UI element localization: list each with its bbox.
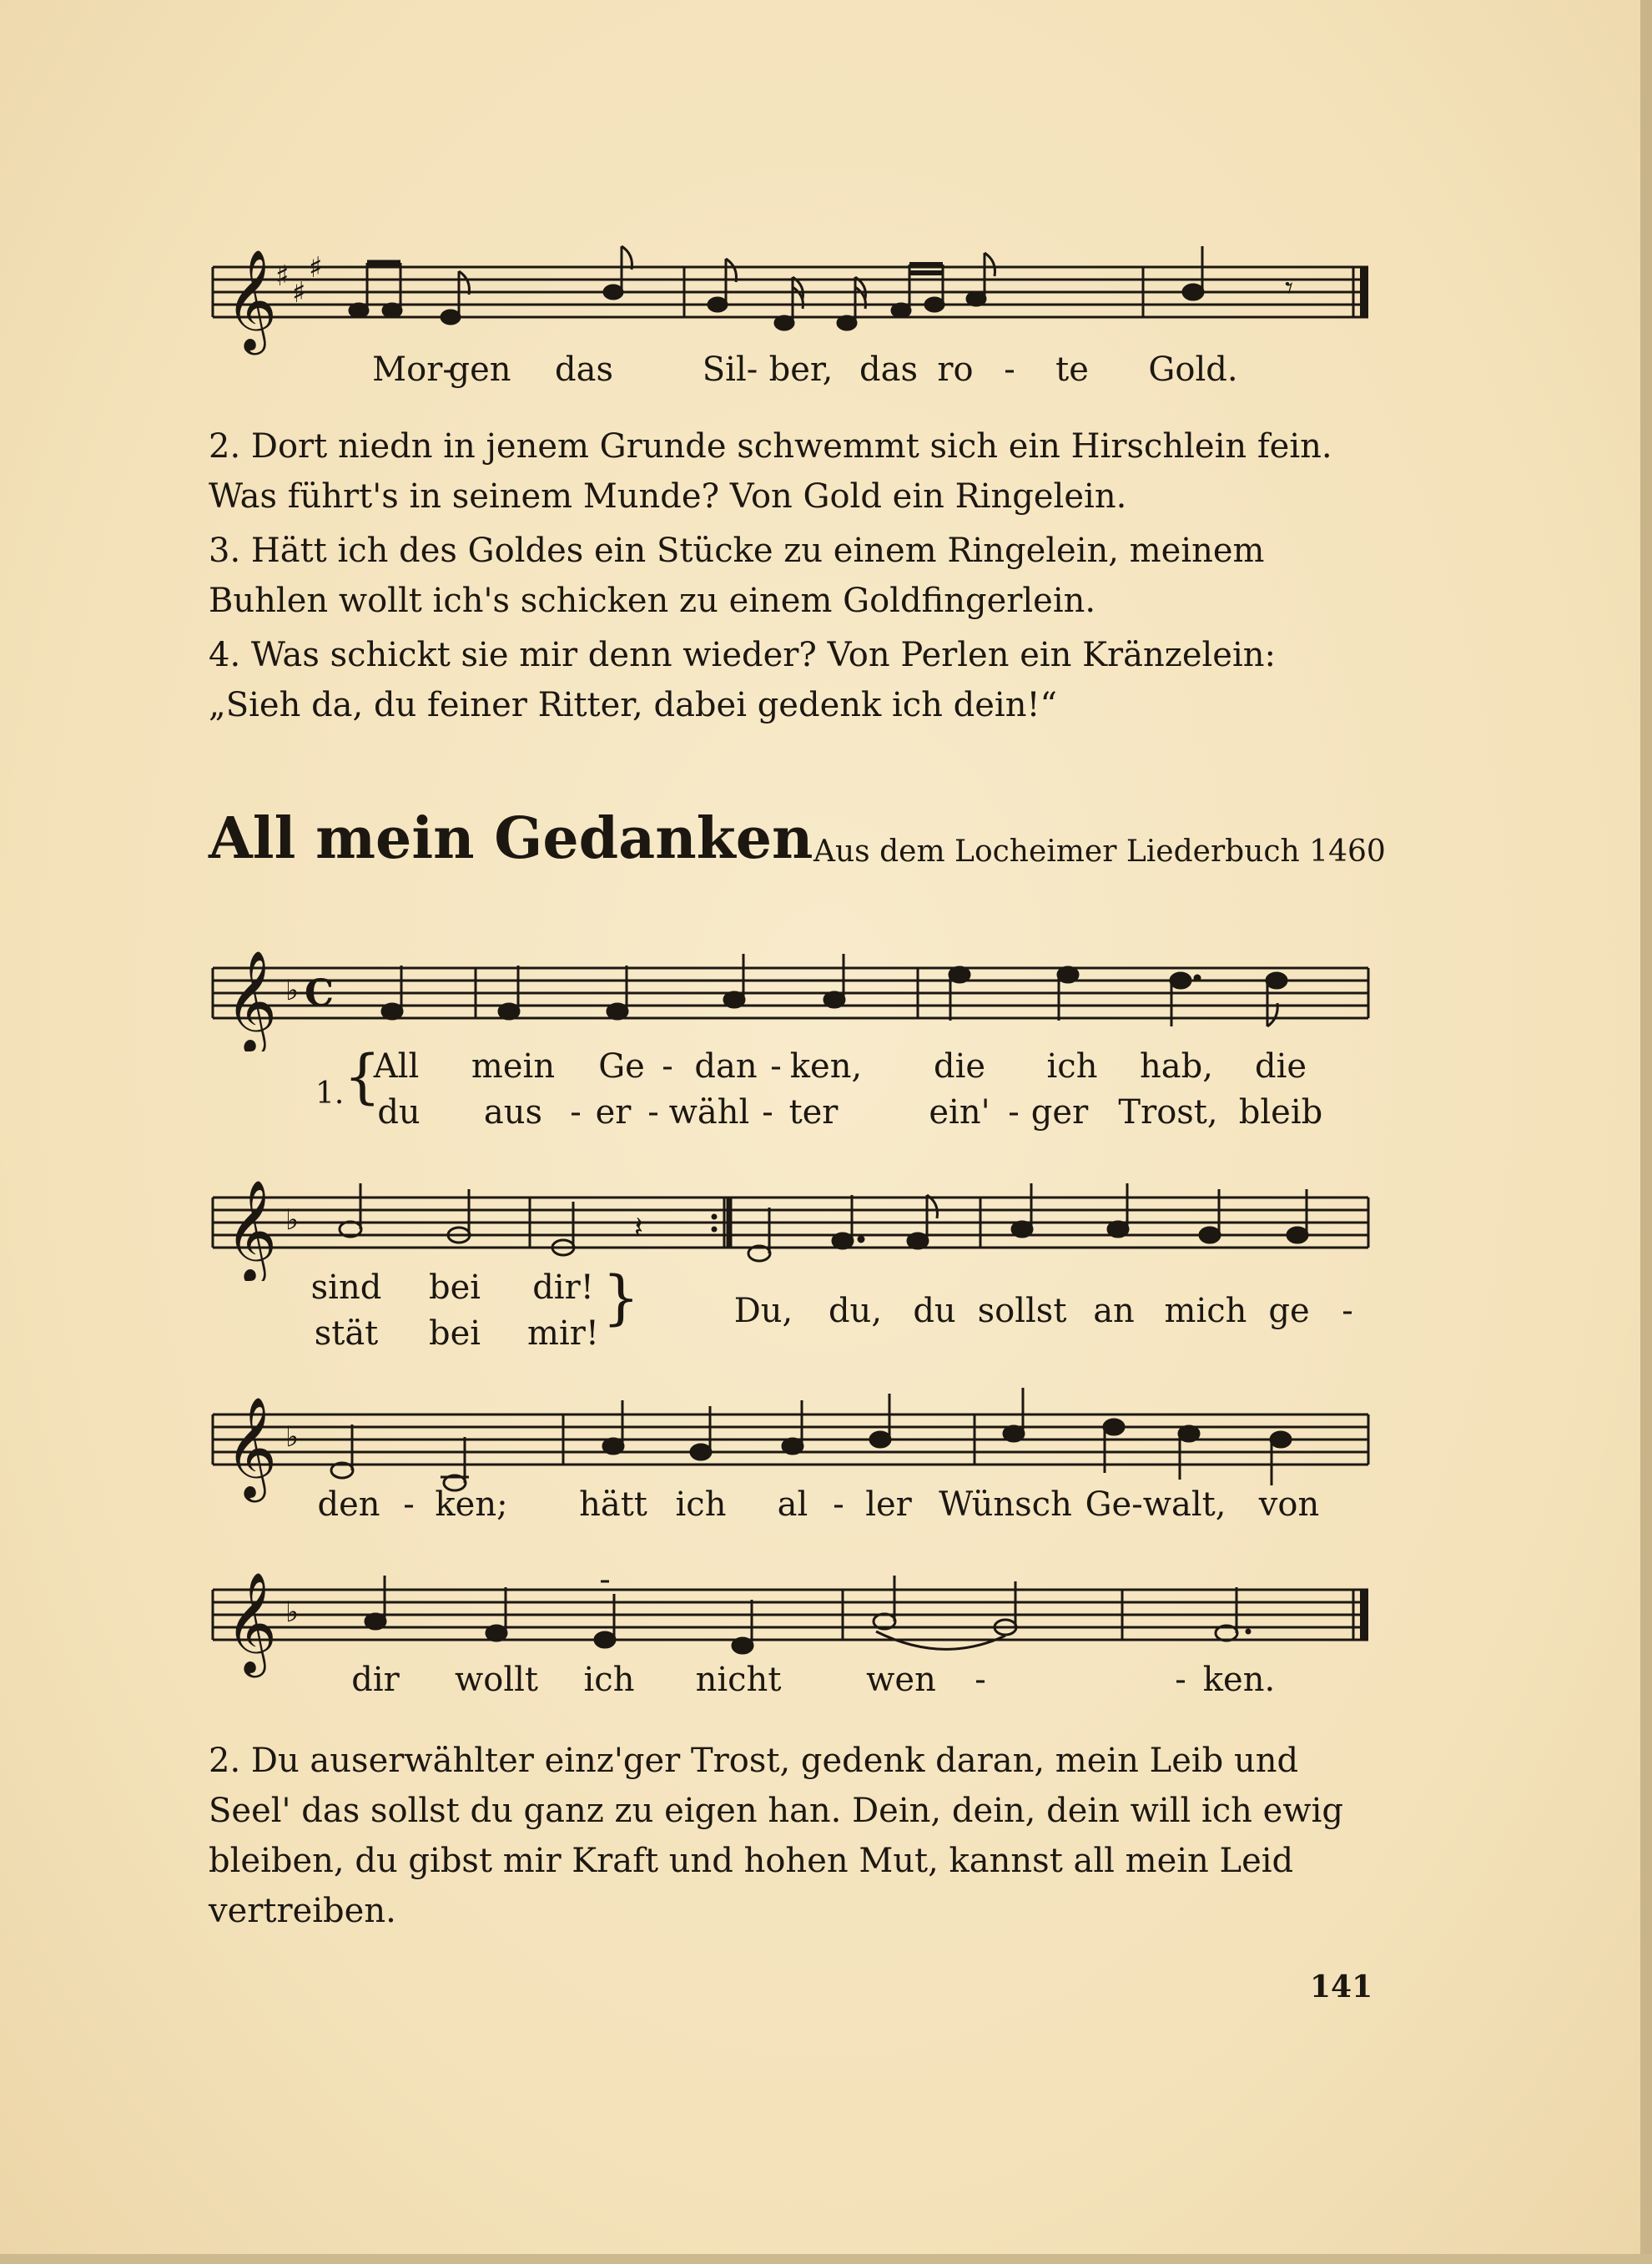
lyric-syllable: ich: [675, 1485, 727, 1524]
lyric-syllable: sollst: [977, 1292, 1067, 1330]
svg-text:♭: ♭: [285, 1420, 300, 1454]
lyric-syllable: nicht: [695, 1661, 782, 1699]
lyric-syllable: wollt: [455, 1661, 538, 1699]
lyric-syllable: ich: [1046, 1047, 1098, 1086]
verse-brace: {: [344, 1042, 381, 1111]
lyric-syllable: bei: [428, 1314, 481, 1353]
lyric-syllable: -: [403, 1485, 415, 1524]
lyric-syllable: du: [377, 1093, 421, 1132]
svg-text:C: C: [305, 972, 335, 1015]
svg-text:𝄽: 𝄽: [634, 1211, 644, 1245]
lyric-syllable: das: [555, 350, 613, 389]
svg-text:♭: ♭: [285, 1596, 300, 1629]
lyric-syllable: ken;: [435, 1485, 508, 1524]
svg-text:𝄞: 𝄞: [225, 249, 278, 350]
lyric-syllable: bleib: [1238, 1093, 1323, 1132]
lyric-syllable: -: [647, 1093, 659, 1132]
svg-text:𝄞: 𝄞: [225, 1396, 278, 1498]
lyric-syllable: -: [975, 1661, 986, 1699]
lyric-syllable: Ge: [598, 1047, 645, 1086]
lyric-syllable: al: [777, 1485, 808, 1524]
page-number: 141: [1310, 1969, 1373, 2004]
svg-text:♯: ♯: [309, 251, 323, 285]
lyric-syllable: die: [933, 1047, 986, 1086]
svg-text:♭: ♭: [285, 1203, 300, 1237]
verse-2-song2: 2. Du auserwählter einz'ger Trost, gedenk daran, mein Leib und Seel' das sollst du ganz zu eigen han. Dein, dein, dein will ich ewig bleiben, du gibst mir Kraft und hohen Mut, kannst all mein Leid vertreiben.: [209, 1742, 1343, 1930]
lyric-syllable: Du,: [733, 1292, 793, 1330]
svg-text:♯: ♯: [292, 276, 306, 310]
lyric-syllable: ter: [788, 1093, 839, 1132]
song2-staff-2: [209, 1156, 1377, 1281]
lyric-syllable: dir: [351, 1661, 400, 1699]
page-edge: [1640, 0, 1652, 2264]
lyric-syllable: -: [1004, 350, 1015, 389]
lyric-syllable: aus: [483, 1093, 543, 1132]
verse-brace: }: [602, 1263, 640, 1332]
verse-2: 2. Dort niedn in jenem Grunde schwemmt sich ein Hirschlein fein. Was führt's in seinem Munde? Von Gold ein Ringelein.: [209, 427, 1332, 516]
lyric-syllable: mir!: [527, 1314, 599, 1353]
lyric-syllable: All: [373, 1047, 420, 1086]
svg-text:♭: ♭: [285, 974, 300, 1007]
lyric-syllable: -: [570, 1093, 582, 1132]
lyric-syllable: -: [833, 1485, 844, 1524]
lyric-syllable: ein': [929, 1093, 990, 1132]
lyric-syllable: den: [317, 1485, 380, 1524]
verse-number: 1.: [315, 1077, 345, 1111]
lyric-syllable: mein: [471, 1047, 556, 1086]
lyric-syllable: gen: [448, 350, 511, 389]
lyric-syllable: -: [762, 1093, 773, 1132]
lyric-syllable: -: [1175, 1661, 1186, 1699]
song-title: All mein Gedanken: [209, 805, 813, 872]
lyric-syllable: ro: [937, 350, 974, 389]
svg-text:𝄾: 𝄾: [1285, 270, 1294, 306]
lyric-syllable: sind: [310, 1268, 382, 1307]
lyric-syllable: -: [662, 1047, 673, 1086]
lyric-syllable: ger: [1030, 1093, 1089, 1132]
lyric-syllable: er: [595, 1093, 632, 1132]
lyric-syllable: -: [1008, 1093, 1020, 1132]
svg-text:𝄞: 𝄞: [225, 1571, 278, 1673]
lyric-syllable: die: [1254, 1047, 1307, 1086]
lyric-syllable: te: [1055, 350, 1089, 389]
song2-staff-1: [209, 926, 1377, 1051]
lyric-syllable: Wünsch: [939, 1485, 1072, 1524]
lyric-syllable: dir!: [532, 1268, 594, 1307]
lyric-syllable: bei: [428, 1268, 481, 1307]
lyric-syllable: wähl: [668, 1093, 750, 1132]
lyric-syllable: du,: [828, 1292, 883, 1330]
lyric-syllable: ler: [865, 1485, 912, 1524]
lyric-syllable: hab,: [1140, 1047, 1213, 1086]
lyric-syllable: hätt: [579, 1485, 647, 1524]
lyric-syllable: an: [1093, 1292, 1135, 1330]
svg-text:♯: ♯: [275, 260, 290, 293]
page-edge-bottom: [0, 2254, 1652, 2264]
lyric-syllable: dan: [694, 1047, 758, 1086]
verse-4: 4. Was schickt sie mir denn wieder? Von Perlen ein Kränzelein: „Sieh da, du feiner Ritter, dabei gedenk ich dein!“: [209, 636, 1276, 724]
lyric-syllable: stät: [314, 1314, 379, 1353]
lyric-syllable: wen: [866, 1661, 936, 1699]
lyric-syllable: ken.: [1202, 1661, 1276, 1699]
lyric-syllable: Mor-: [372, 350, 454, 389]
song-source: Aus dem Locheimer Liederbuch 1460: [813, 835, 1386, 869]
lyric-syllable: ber,: [768, 350, 834, 389]
svg-text:𝄞: 𝄞: [225, 1179, 278, 1281]
lyric-syllable: Sil-: [702, 350, 758, 389]
lyric-syllable: Trost,: [1118, 1093, 1218, 1132]
lyric-syllable: mich: [1164, 1292, 1247, 1330]
song1-staff: [209, 225, 1377, 359]
lyric-syllable: von: [1258, 1485, 1320, 1524]
svg-text:𝄞: 𝄞: [225, 950, 278, 1051]
lyric-syllable: -: [770, 1047, 782, 1086]
verse-3: 3. Hätt ich des Goldes ein Stücke zu einem Ringelein, meinem Buhlen wollt ich's schicken zu einem Goldfingerlein.: [209, 532, 1265, 620]
lyric-syllable: du: [913, 1292, 956, 1330]
lyric-syllable: das: [859, 350, 918, 389]
lyric-syllable: ken,: [789, 1047, 863, 1086]
lyric-syllable: Gold.: [1148, 350, 1238, 389]
lyric-syllable: ich: [583, 1661, 635, 1699]
lyric-syllable: ge: [1268, 1292, 1310, 1330]
lyric-syllable: Ge-walt,: [1085, 1485, 1226, 1524]
lyric-syllable: -: [1342, 1292, 1353, 1330]
